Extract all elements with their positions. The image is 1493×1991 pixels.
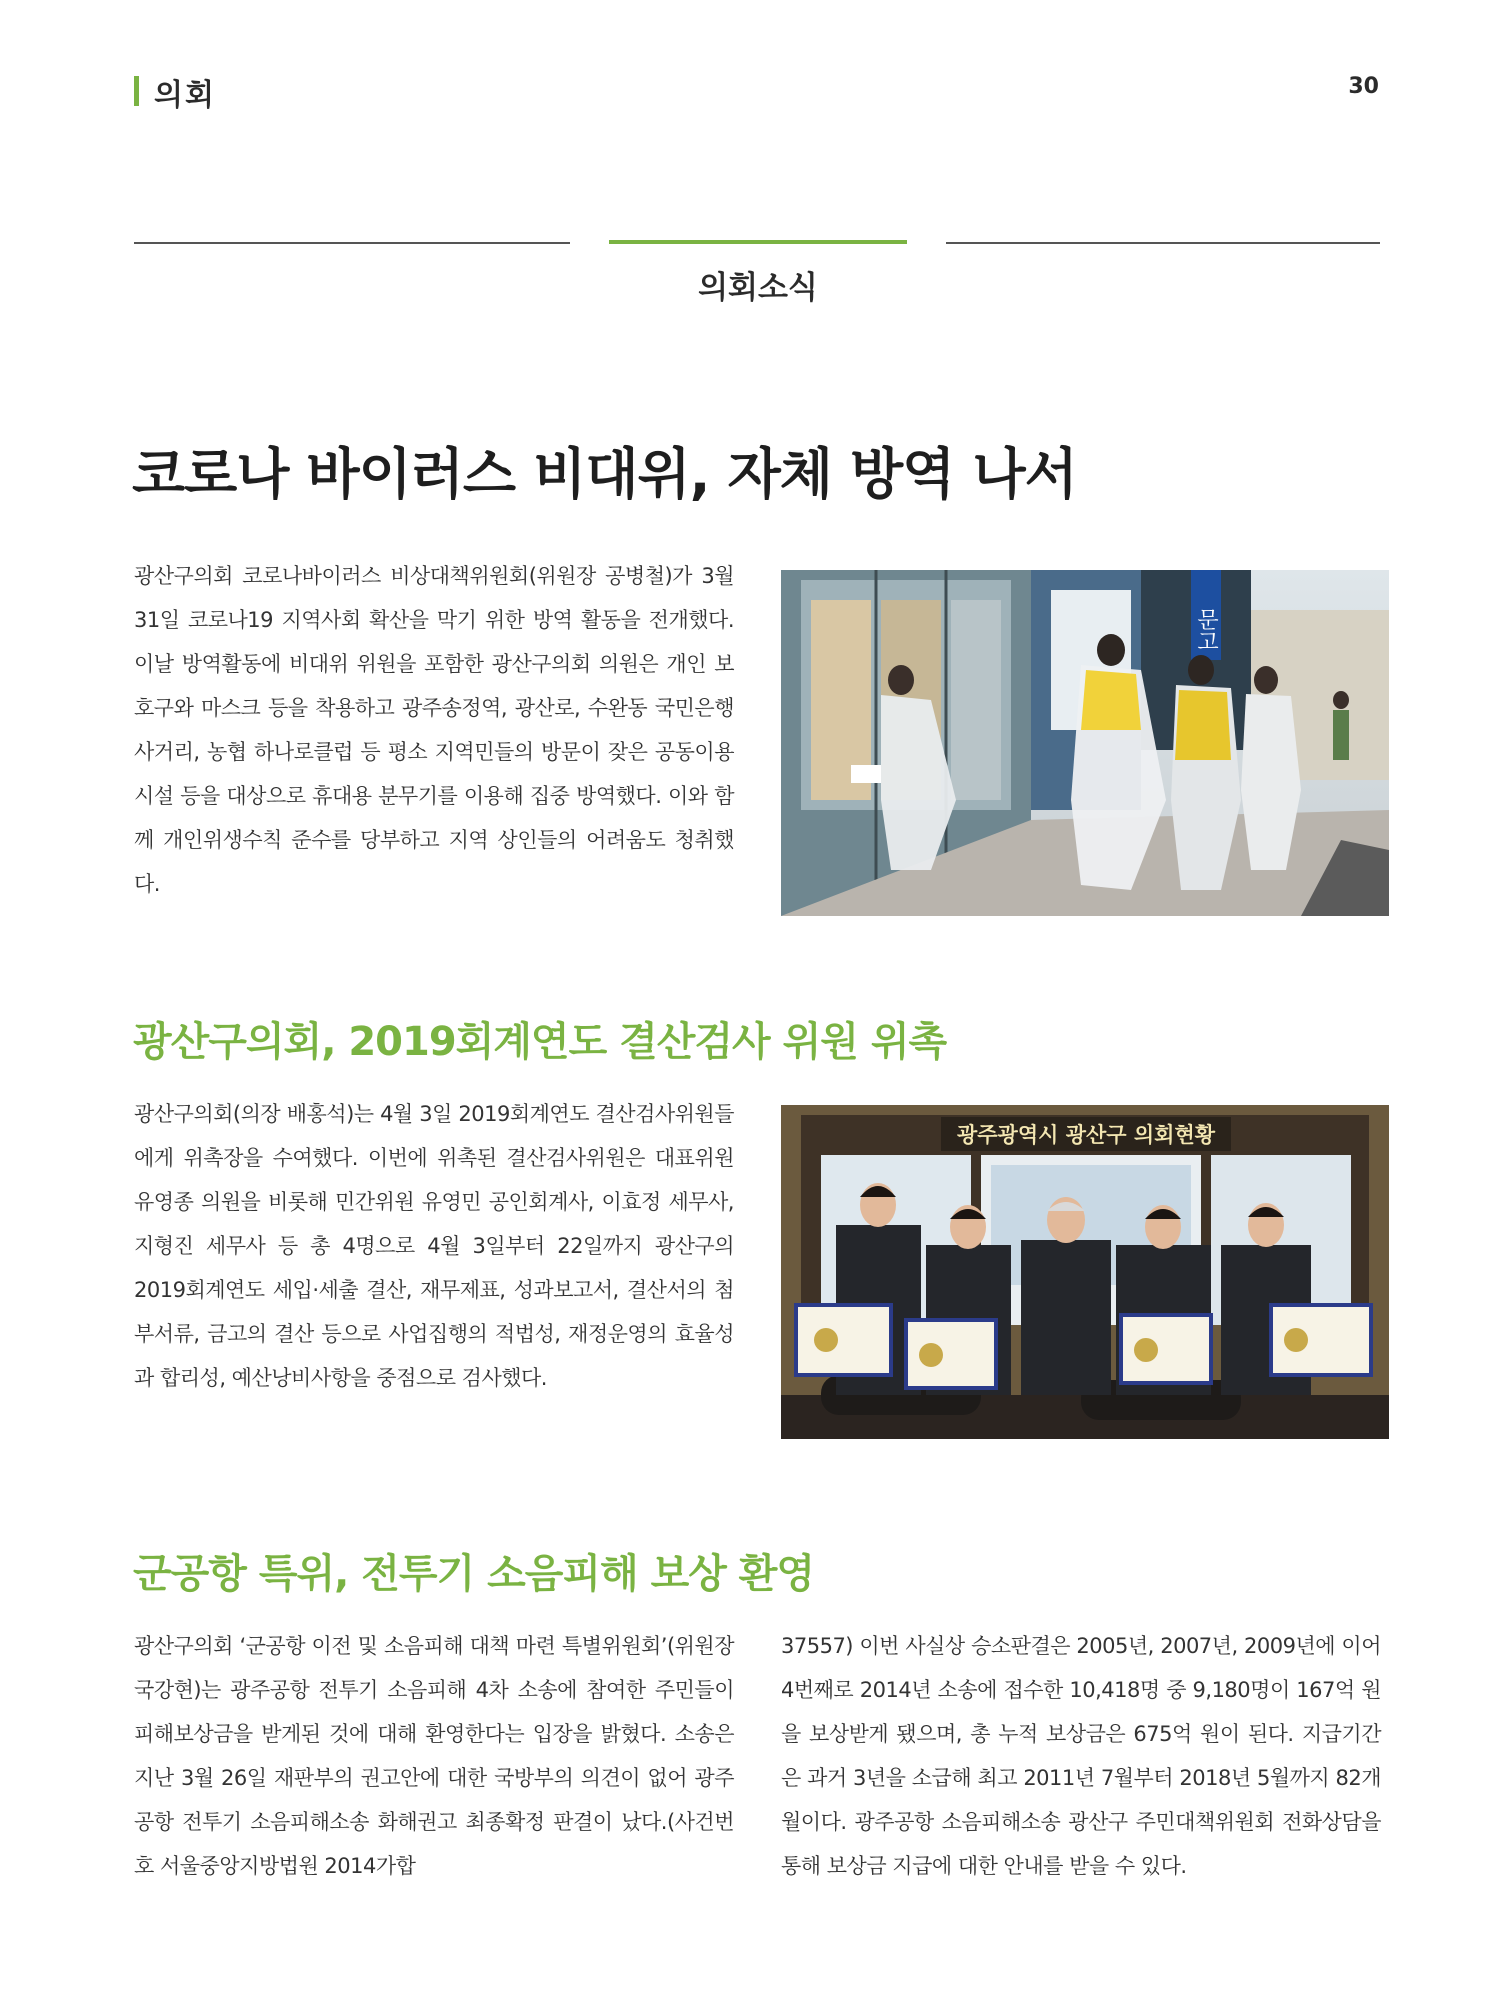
divider-left	[134, 242, 570, 244]
article3-body-left: 광산구의회 ‘군공항 이전 및 소음피해 대책 마련 특별위원회’(위원장 국강현)는 광주공항 전투기 소음피해 4차 소송에 참여한 주민들이 피해보상금을 받게된 것에 대해 환영한다는 입장을 밝혔다. 소송은 지난 3월 26일 재판부의 권고안에 대한 국방부의 의견이 없어 광주공항 전투기 소음피해소송 화해권고 최종확정 판결이 났다.(사건번호 서울중앙지방법원 2014가합	[134, 1634, 734, 1878]
page-number: 30	[1348, 74, 1379, 99]
article1-body: 광산구의회 코로나바이러스 비상대책위원회(위원장 공병철)가 3월 31일 코로나19 지역사회 확산을 막기 위한 방역 활동을 전개했다. 이날 방역활동에 비대위 위원을 포함한 광산구의회 의원은 개인 보호구와 마스크 등을 착용하고 광주송정역, 광산로, 수완동 국민은행 사거리, 농협 하나로클럽 등 평소 지역민들의 방문이 잦은 공동이용시설 등을 대상으로 휴대용 분무기를 이용해 집중 방역했다. 이와 함께 개인위생수칙 준수를 당부하고 지역 상인들의 어려움도 청취했다.	[134, 564, 734, 896]
divider-center-accent	[609, 240, 907, 244]
section-label: 의회	[154, 78, 216, 113]
article1-title: 코로나 바이러스 비대위, 자체 방역 나서	[132, 442, 1077, 506]
article3-body-right: 37557) 이번 사실상 승소판결은 2005년, 2007년, 2009년에 이어 4번째로 2014년 소송에 접수한 10,418명 중 9,180명이 167억 원을 보상받게 됐으며, 총 누적 보상금은 675억 원이 된다. 지급기간은 과거 3년을 소급해 최고 2011년 7월부터 2018년 5월까지 82개월이다. 광주공항 소음피해소송 광산구 주민대책위원회 전화상담을 통해 보상금 지급에 대한 안내를 받을 수 있다.	[781, 1634, 1381, 1878]
section-marker-bar	[134, 76, 139, 106]
article1-photo	[781, 570, 1389, 916]
article2-body: 광산구의회(의장 배홍석)는 4월 3일 2019회계연도 결산검사위원들에게 위촉장을 수여했다. 이번에 위촉된 결산검사위원은 대표위원 유영종 의원을 비롯해 민간위원 유영민 공인회계사, 이효정 세무사, 지형진 세무사 등 총 4명으로 4월 3일부터 22일까지 광산구의 2019회계연도 세입·세출 결산, 재무제표, 성과보고서, 결산서의 첨부서류, 금고의 결산 등으로 사업집행의 적법성, 재정운영의 효율성과 합리성, 예산낭비사항을 중점으로 검사했다.	[134, 1102, 734, 1390]
article2-photo	[781, 1105, 1389, 1439]
section-title: 의회소식	[698, 270, 818, 306]
article2-title: 광산구의회, 2019회계연도 결산검사 위원 위촉	[133, 1019, 947, 1065]
divider-right	[946, 242, 1380, 244]
article3-title: 군공항 특위, 전투기 소음피해 보상 환영	[133, 1551, 815, 1597]
photo-banner: 광주광역시 광산구 의회현황	[956, 1123, 1216, 1147]
photo-sign: 문고	[1193, 608, 1219, 652]
